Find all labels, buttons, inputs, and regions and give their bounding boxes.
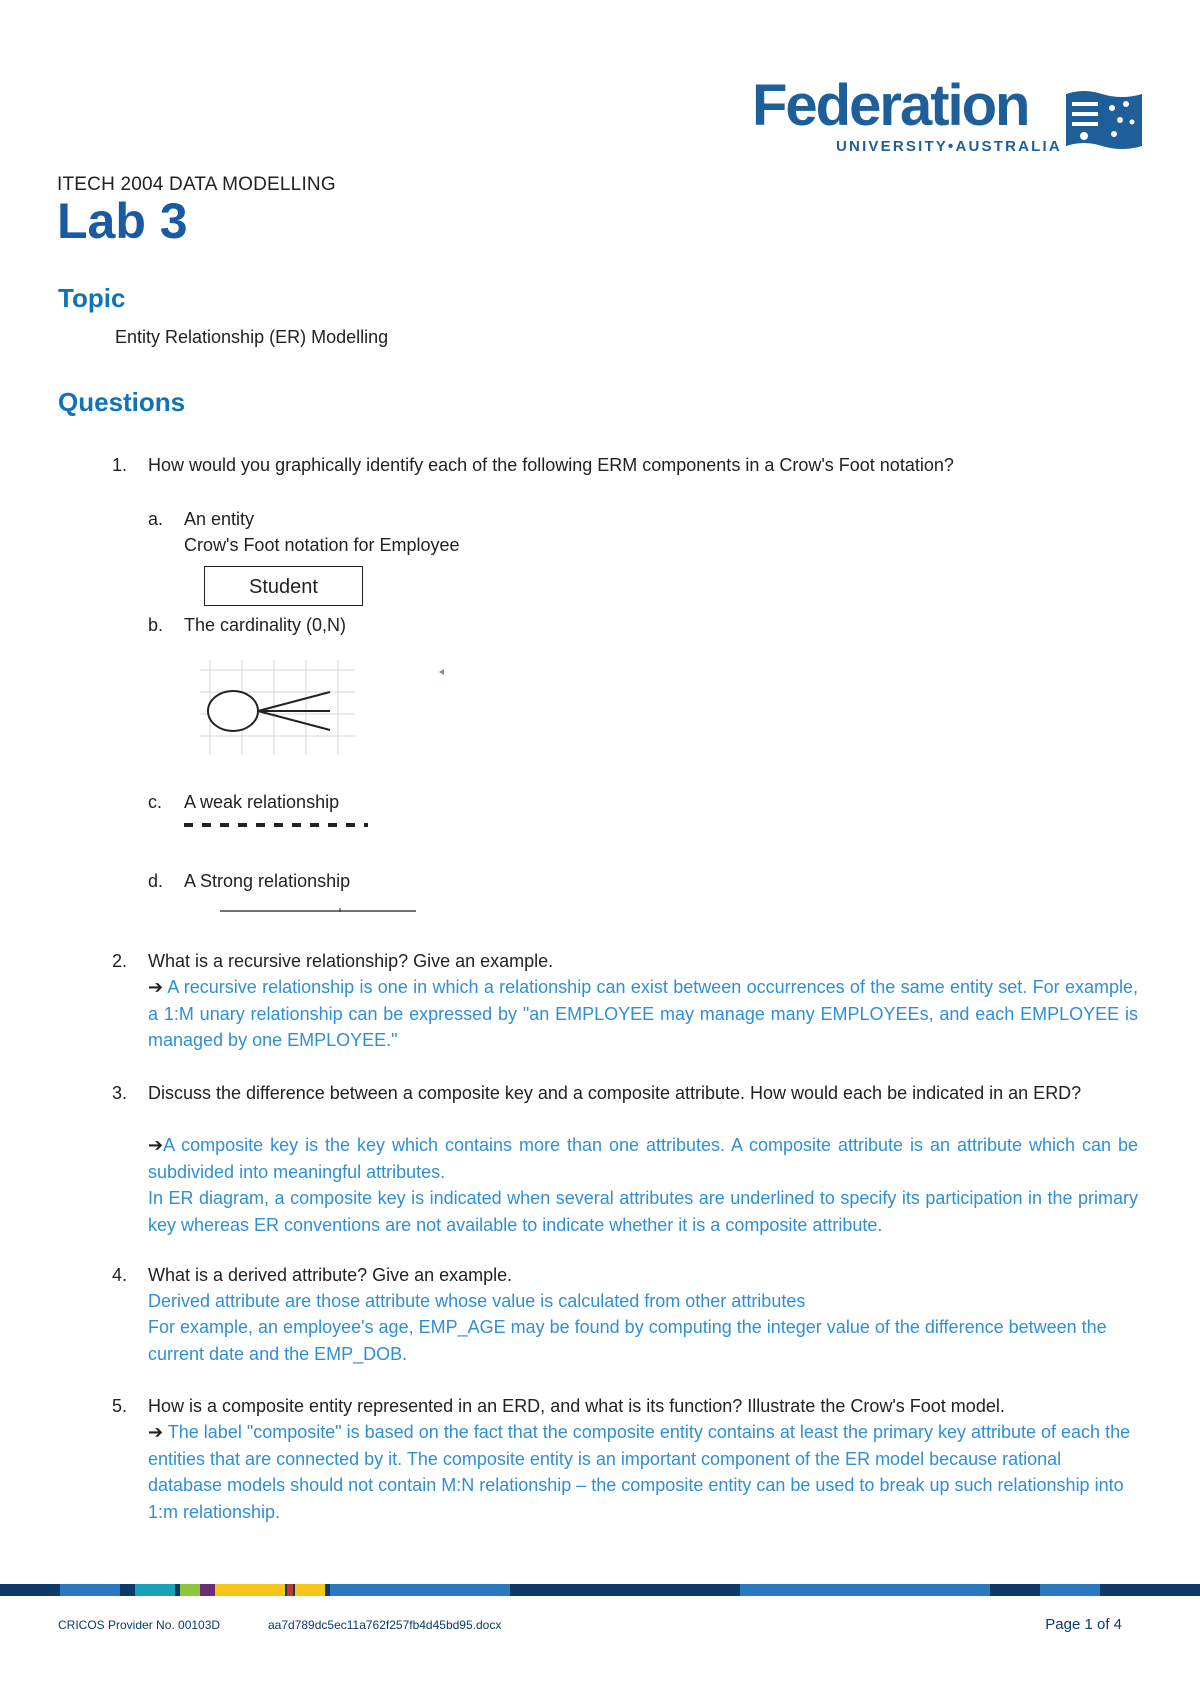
flag-emblem-icon: [1064, 88, 1144, 158]
q1-text: How would you graphically identify each of the following ERM components in a Crow's Foot notation?: [148, 455, 954, 475]
q4-answer-text-1: Derived attribute are those attribute whose value is calculated from other attributes: [148, 1291, 806, 1311]
q2-number: 2.: [112, 951, 128, 971]
q1b-label: b.: [148, 615, 164, 635]
q1d-label: d.: [148, 871, 164, 891]
q1c-text: A weak relationship: [184, 792, 340, 812]
q1d-text: A Strong relationship: [184, 871, 351, 891]
q4-answer-text-2: For example, an employee's age, EMP_AGE may be found by computing the integer value of the difference between the current date and the EMP_DOB.: [148, 1317, 1107, 1364]
q4-text: What is a derived attribute? Give an example.: [148, 1265, 513, 1285]
footer-filename: aa7d789dc5ec11a762f257fb4d45bd95.docx: [268, 1618, 502, 1632]
q2-answer-text: A recursive relationship is one in which a relationship can exist between occurrences of the same entity set. For example, a 1:M unary relationship can be expressed by "an EMPLOYEE may manage many EMPLOYEEs, and each EMPLOYEE is managed by one EMPLOYEE.": [148, 977, 1138, 1050]
university-logo: [752, 73, 1144, 160]
arrow-icon: ➔: [148, 977, 164, 997]
logo-wordmark: Federation: [752, 73, 1029, 138]
q3-number: 3.: [112, 1083, 128, 1103]
q3-text: Discuss the difference between a composite key and a composite attribute. How would each be indicated in an ERD?: [148, 1083, 1082, 1103]
q5-answer: [148, 1419, 1138, 1525]
crows-foot-zero-many-diagram: [200, 660, 360, 760]
q1a-text: An entity: [184, 509, 255, 529]
footer-page-number: Page 1 of 4: [1045, 1616, 1122, 1633]
q1a-label: a.: [148, 509, 164, 529]
q3-answer-text-1: A composite key is the key which contains more than one attributes. A composite attribute is an attribute which can be subdivided into meaningful attributes.: [148, 1135, 1138, 1182]
logo-subtitle: UNIVERSITY•AUSTRALIA: [836, 138, 1062, 155]
q3-answer-text-2: In ER diagram, a composite key is indicated when several attributes are underlined to specify its participation in the primary key whereas ER conventions are not available to indicate whether it is a composite attribute.: [148, 1188, 1138, 1235]
arrow-icon: ➔: [148, 1422, 164, 1442]
stray-mark-icon: [438, 668, 446, 676]
topic-heading: Topic: [58, 283, 126, 313]
footer-stripe: [0, 1584, 1200, 1596]
q2-text: What is a recursive relationship? Give an example.: [148, 951, 554, 971]
lab-title: Lab 3: [57, 193, 188, 249]
q1c-label: c.: [148, 792, 163, 812]
arrow-icon: ➔: [148, 1135, 164, 1155]
q2-answer: [148, 974, 1138, 1054]
q1b-text: The cardinality (0,N): [184, 615, 347, 635]
q1-number: 1.: [112, 455, 128, 475]
solid-relationship-line: [220, 908, 420, 914]
q5-number: 5.: [112, 1396, 128, 1416]
dashed-relationship-line: [184, 821, 370, 829]
q1a-subtext: Crow's Foot notation for Employee: [184, 535, 460, 555]
topic-text: Entity Relationship (ER) Modelling: [115, 327, 389, 347]
q5-text: How is a composite entity represented in an ERD, and what is its function? Illustrate the Crow's Foot model.: [148, 1396, 1005, 1416]
q5-answer-text: The label "composite" is based on the fact that the composite entity contains at least the primary key attribute of each the entities that are connected by it. The composite entity is an important component of the ER model because rational database models should not contain M:N relationship – the composite entity can be used to break up such relationship into 1:m relationship.: [148, 1422, 1131, 1522]
footer-cricos: CRICOS Provider No. 00103D: [58, 1618, 221, 1632]
q4-number: 4.: [112, 1265, 128, 1285]
questions-heading: Questions: [58, 387, 186, 417]
q3-answer: [148, 1132, 1138, 1185]
course-title: ITECH 2004 DATA MODELLING: [57, 174, 336, 195]
entity-box: Student: [204, 566, 363, 606]
